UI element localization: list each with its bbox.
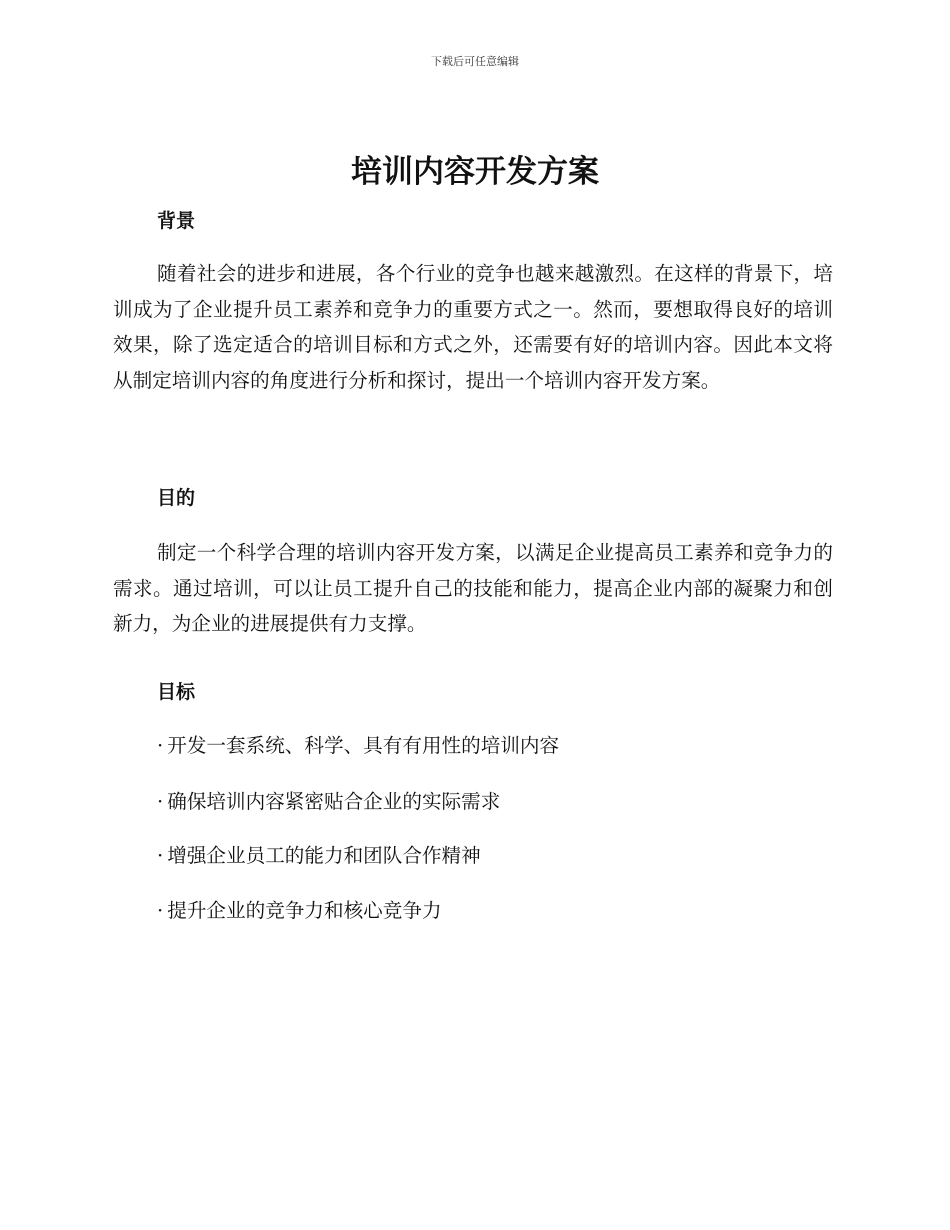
list-item-text: 提升企业的竞争力和核心竞争力 bbox=[167, 899, 442, 922]
bullet-icon: · bbox=[157, 844, 164, 867]
paragraph-background: 随着社会的进步和进展，各个行业的竞争也越来越激烈。在这样的背景下，培训成为了企业提升员工素养和竞争力的重要方式之一。然而，要想取得良好的培训效果，除了选定适合的培训目标和方式之外，还需要有好的培训内容。因此本文将从制定培训内容的角度进行分析和探讨，提出一个培训内容开发方案。 bbox=[113, 262, 833, 392]
section-heading-goals: 目标 bbox=[157, 681, 196, 703]
section-heading-background: 背景 bbox=[157, 210, 196, 232]
header-note: 下载后可任意编辑 bbox=[431, 55, 519, 68]
list-item bbox=[157, 733, 559, 759]
list-item bbox=[157, 843, 481, 869]
bullet-icon: · bbox=[157, 899, 164, 922]
list-item-text: 开发一套系统、科学、具有有用性的培训内容 bbox=[167, 734, 560, 757]
list-item-text: 确保培训内容紧密贴合企业的实际需求 bbox=[167, 790, 501, 813]
list-item-text: 增强企业员工的能力和团队合作精神 bbox=[167, 844, 481, 867]
paragraph-purpose: 制定一个科学合理的培训内容开发方案，以满足企业提高员工素养和竞争力的需求。通过培训，可以让员工提升自己的技能和能力，提高企业内部的凝聚力和创新力，为企业的进展提供有力支撑。 bbox=[113, 541, 833, 635]
list-item bbox=[157, 898, 442, 924]
section-heading-purpose: 目的 bbox=[157, 487, 196, 509]
bullet-icon: · bbox=[157, 790, 164, 813]
list-item bbox=[157, 789, 500, 815]
document-title: 培训内容开发方案 bbox=[351, 154, 599, 190]
bullet-icon: · bbox=[157, 734, 164, 757]
